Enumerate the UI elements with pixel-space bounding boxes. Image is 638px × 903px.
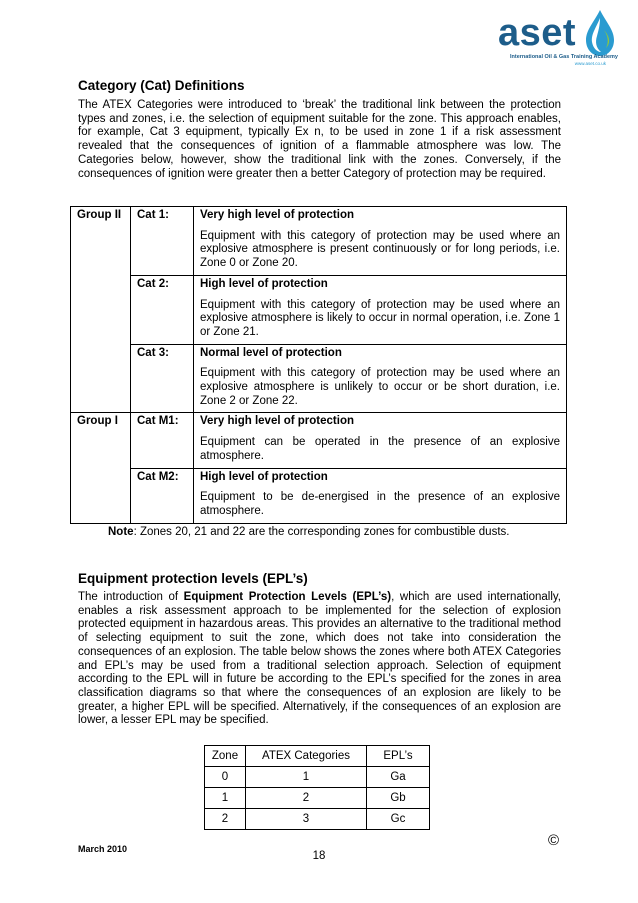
epl-header-row	[205, 746, 430, 767]
protection-level-description: Equipment with this category of protection may be used where an explosive atmosphere is likely to occur in normal operation, i.e. Zone 1 or Zone 21.	[200, 298, 560, 338]
epl-header-cell: EPL’s	[367, 746, 430, 767]
epl-cell: Gb	[367, 788, 430, 809]
category-row	[71, 468, 567, 523]
category-cell: Cat 2:	[131, 275, 194, 344]
category-row	[71, 344, 567, 413]
protection-cell	[194, 275, 567, 344]
epl-row	[205, 767, 430, 788]
note-label: Note	[108, 526, 134, 538]
aset-logo	[498, 8, 618, 70]
epl-header-cell: ATEX Categories	[246, 746, 367, 767]
epl-row	[205, 788, 430, 809]
page-number: 18	[312, 850, 326, 862]
logo-tagline: International Oil & Gas Training Academy	[510, 54, 618, 60]
epl-row	[205, 809, 430, 830]
epl-bold-term: Equipment Protection Levels (EPL’s)	[183, 591, 392, 603]
epl-cell: 2	[246, 788, 367, 809]
epl-header-cell: Zone	[205, 746, 246, 767]
category-cell: Cat 3:	[131, 344, 194, 413]
category-cell: Cat M2:	[131, 468, 194, 523]
protection-level-title: High level of protection	[200, 277, 328, 290]
category-row	[71, 413, 567, 468]
epl-paragraph	[78, 591, 561, 728]
note-text: : Zones 20, 21 and 22 are the corresponding zones for combustible dusts.	[133, 526, 510, 538]
footer-date: March 2010	[78, 844, 128, 854]
category-row	[71, 207, 567, 276]
group-cell	[71, 275, 131, 344]
epl-cell: 2	[205, 809, 246, 830]
protection-cell	[194, 468, 567, 523]
logo-wordmark: aset	[498, 12, 577, 54]
copyright-symbol: ©	[548, 832, 560, 849]
protection-cell	[194, 413, 567, 468]
group-cell	[71, 344, 131, 413]
group-cell: Group II	[71, 207, 131, 276]
category-table	[70, 206, 567, 524]
logo-url: www.aset.co.uk	[574, 61, 606, 66]
protection-level-title: Normal level of protection	[200, 346, 342, 359]
section-heading-epl: Equipment protection levels (EPL’s)	[78, 571, 308, 586]
protection-cell	[194, 344, 567, 413]
categories-paragraph: The ATEX Categories were introduced to ‘break’ the traditional link between the protection types and zones, i.e. the selection of equipment suitable for the zone. This approach enables, for example, Cat 3 equipment, typically Ex n, to be used in zone 1 if a risk assessment revealed that the consequences of ignition of a flammable atmosphere was low. The Categories below, however, show the traditional link with the zones. Conversely, if the consequences of ignition were greater then a better Category of protection may be required.	[78, 99, 561, 180]
epl-intro: The introduction of	[78, 591, 184, 603]
category-row	[71, 275, 567, 344]
category-cell: Cat M1:	[131, 413, 194, 468]
protection-level-description: Equipment with this category of protection may be used where an explosive atmosphere is unlikely to occur or be short duration, i.e. Zone 2 or Zone 22.	[200, 367, 560, 407]
note	[108, 526, 509, 538]
protection-level-description: Equipment can be operated in the presence of an explosive atmosphere.	[200, 436, 560, 462]
epl-cell: 1	[246, 767, 367, 788]
epl-cell: 1	[205, 788, 246, 809]
protection-level-title: High level of protection	[200, 470, 328, 483]
category-cell: Cat 1:	[131, 207, 194, 276]
protection-level-title: Very high level of protection	[200, 209, 355, 221]
oil-drop-icon	[582, 8, 618, 58]
protection-cell	[194, 207, 567, 276]
section-heading-categories: Category (Cat) Definitions	[78, 78, 245, 93]
protection-level-title: Very high level of protection	[200, 415, 355, 428]
group-cell	[71, 468, 131, 523]
epl-rest: , which are used internationally, enables a risk assessment approach to be implemented for the selection of explosion protected equipment in hazardous areas. This provides an alternative to the traditional method of selecting equipment to suit the zone, which does not take into consideration the consequences of an explosion. The table below shows the zones where both ATEX Categories and EPL’s may be used from a traditional selection approach. Selection of equipment according to the EPL will in future be according to the EPL’s specified for the zones in area classification diagrams so that where the consequences of an explosion are likely to be greater, a higher EPL will be specified. Alternatively, if the consequences of an explosion are lower, a lesser EPL may be specified.	[78, 591, 561, 727]
epl-cell: 3	[246, 809, 367, 830]
epl-table	[204, 745, 430, 830]
protection-level-description: Equipment to be de-energised in the presence of an explosive atmosphere.	[200, 491, 560, 517]
epl-cell: Ga	[367, 767, 430, 788]
epl-cell: Gc	[367, 809, 430, 830]
epl-cell: 0	[205, 767, 246, 788]
protection-level-description: Equipment with this category of protection may be used where an explosive atmosphere is present continuously or for long periods, i.e. Zone 0 or Zone 20.	[200, 229, 560, 270]
group-cell: Group I	[71, 413, 131, 468]
